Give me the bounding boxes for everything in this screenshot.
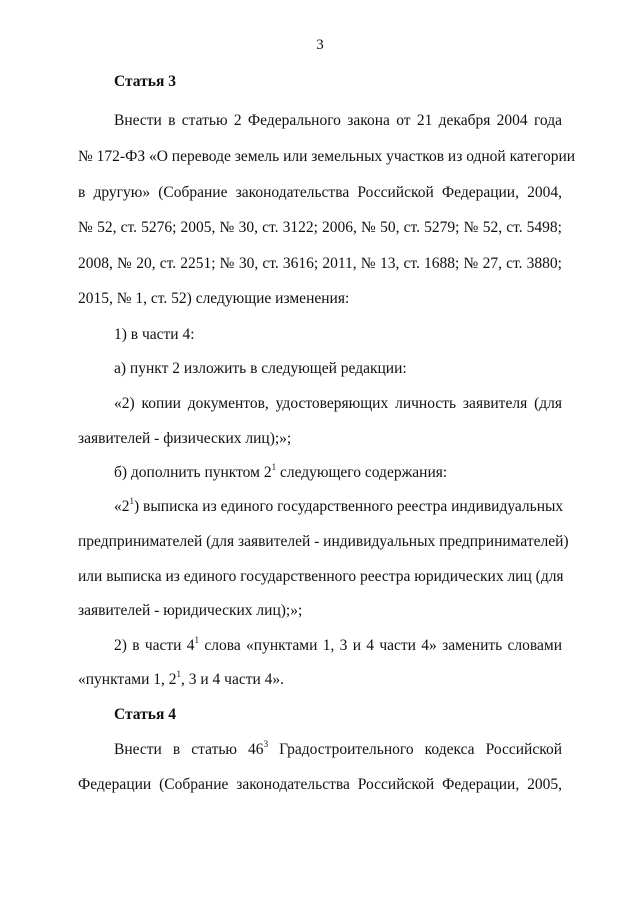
- quote-2-1-line-4: заявителей - юридических лиц);»;: [78, 602, 303, 619]
- article-3-intro-line-6: 2015, № 1, ст. 52) следующие изменения:: [78, 290, 350, 307]
- quote-2-1-line-2: предпринимателей (для заявителей - индивидуальных предпринимателей): [78, 533, 569, 550]
- quote-2-line-2: заявителей - физических лиц);»;: [78, 430, 292, 447]
- article-4-line-2: Федерации (Собрание законодательства Российской Федерации, 2005,: [78, 776, 562, 793]
- article-4-heading: Статья 4: [114, 706, 176, 723]
- article-4-text-end: Градостроительного кодекса Российской: [268, 741, 562, 758]
- item-2-line-2: [78, 670, 562, 690]
- item-1-b: [114, 463, 562, 483]
- item-1: 1) в части 4:: [114, 326, 195, 343]
- superscript: 1: [176, 668, 181, 679]
- item-1-b-text: б) дополнить пунктом 2: [114, 464, 272, 481]
- article-4-text: Внести в статью 46: [114, 741, 264, 758]
- item-2-line-1: [114, 636, 562, 656]
- article-3-intro-line-5: 2008, № 20, ст. 2251; № 30, ст. 3616; 2011, № 13, ст. 1688; № 27, ст. 3880;: [78, 255, 562, 272]
- superscript: 1: [271, 461, 277, 472]
- page-number: 3: [316, 37, 324, 53]
- quote-2-1-open: «2: [114, 498, 130, 515]
- superscript: 1: [129, 495, 134, 506]
- quote-2-line-1: «2) копии документов, удостоверяющих личность заявителя (для: [114, 395, 562, 412]
- article-3-intro-line-2: № 172-ФЗ «О переводе земель или земельных участков из одной категории: [78, 148, 576, 165]
- item-2-line-2-text-end: , 3 и 4 части 4».: [181, 671, 285, 688]
- quote-2-1-text: ) выписка из единого государственного реестра индивидуальных: [134, 498, 564, 515]
- item-2-line-2-text: «пунктами 1, 2: [78, 671, 177, 688]
- article-3-intro-line-1: Внести в статью 2 Федерального закона от 21 декабря 2004 года: [114, 112, 562, 129]
- article-3-heading: Статья 3: [114, 73, 176, 90]
- item-2-text: 2) в части 4: [114, 637, 195, 654]
- article-3-intro-line-3: в другую» (Собрание законодательства Российской Федерации, 2004,: [78, 184, 562, 201]
- article-3-intro-line-4: № 52, ст. 5276; 2005, № 30, ст. 3122; 2006, № 50, ст. 5279; № 52, ст. 5498;: [78, 219, 562, 236]
- item-1-b-text-end: следующего содержания:: [276, 464, 448, 481]
- quote-2-1-line-3: или выписка из единого государственного реестра юридических лиц (для: [78, 568, 564, 585]
- item-1-a: а) пункт 2 изложить в следующей редакции:: [114, 360, 407, 377]
- item-2-text-end: слова «пунктами 1, 3 и 4 части 4» заменить словами: [199, 637, 562, 654]
- article-4-line-1: [114, 740, 562, 760]
- quote-2-1-line-1: [114, 497, 562, 517]
- superscript: 1: [194, 634, 200, 645]
- superscript: 3: [263, 738, 269, 749]
